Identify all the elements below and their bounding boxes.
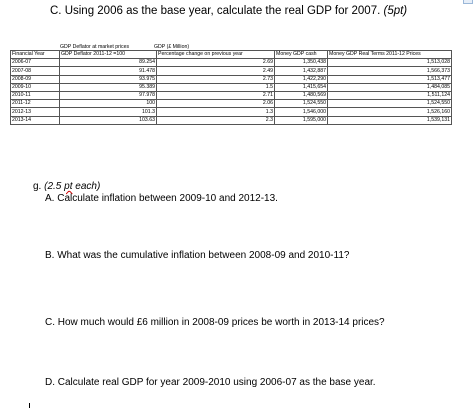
table-row — [11, 59, 452, 67]
column-header-money-gdp-real: Money GDP Real Terms 2011-12 Prices — [328, 51, 452, 59]
text-cursor-mark — [29, 403, 30, 408]
cell-real-gdp: 1,526,160 — [328, 108, 452, 116]
cell-money-gdp: 1,546,000 — [275, 108, 328, 116]
cell-pct-change: 1.5 — [157, 83, 275, 91]
table-row — [11, 67, 452, 75]
cell-pct-change: 2.49 — [157, 67, 275, 75]
question-c-marks: (5pt) — [383, 5, 408, 17]
cell-deflator: 91.478 — [60, 67, 157, 75]
question-part-a: A. Calculate inflation between 2009-10 and 2012-13. — [45, 193, 278, 204]
table-row — [11, 116, 452, 124]
cell-deflator: 89.254 — [60, 59, 157, 67]
cell-real-gdp: 1,513,028 — [328, 59, 452, 67]
corner-scroll-mark — [463, 0, 473, 4]
cell-pct-change: 2.3 — [157, 116, 275, 124]
gdp-deflator-group-header: GDP Deflator at market prices — [60, 44, 130, 50]
column-header-percentage-change: Percentage change on previous year — [157, 51, 275, 59]
cell-money-gdp: 1,432,887 — [275, 67, 328, 75]
cell-year: 2010-11 — [11, 91, 60, 99]
column-header-gdp-deflator: GDP Deflator 2011-12 =100 — [60, 51, 157, 59]
table-header-row — [11, 51, 452, 59]
cell-pct-change: 2.06 — [157, 100, 275, 108]
cell-deflator: 93.975 — [60, 75, 157, 83]
question-part-d: D. Calculate real GDP for year 2009-2010 using 2006-07 as the base year. — [45, 377, 376, 388]
gdp-table — [10, 50, 452, 125]
cell-deflator: 103.63 — [60, 116, 157, 124]
cell-year: 2013-14 — [11, 116, 60, 124]
cell-money-gdp: 1,422,290 — [275, 75, 328, 83]
cell-pct-change: 2.73 — [157, 75, 275, 83]
cell-deflator: 97.978 — [60, 91, 157, 99]
cell-year: 2007-08 — [11, 67, 60, 75]
cell-pct-change: 1.3 — [157, 108, 275, 116]
cell-year: 2012-13 — [11, 108, 60, 116]
table-row — [11, 83, 452, 91]
table-row — [11, 108, 452, 116]
cell-money-gdp: 1,350,438 — [275, 59, 328, 67]
question-g-prefix: g. — [33, 181, 45, 192]
cell-real-gdp: 1,566,373 — [328, 67, 452, 75]
question-c-text: C. Using 2006 as the base year, calculate the real GDP for 2007. — [50, 5, 384, 17]
question-g-marks-open: (2.5 — [44, 181, 65, 192]
table-row — [11, 100, 452, 108]
cell-deflator: 101.3 — [60, 108, 157, 116]
question-g-marks-pt: pt — [64, 181, 73, 192]
cell-year: 2008-09 — [11, 75, 60, 83]
cell-pct-change: 2.71 — [157, 91, 275, 99]
cell-deflator: 100 — [60, 100, 157, 108]
column-header-money-gdp-cash: Money GDP cash — [275, 51, 328, 59]
cell-money-gdp: 1,480,569 — [275, 91, 328, 99]
cell-year: 2009-10 — [11, 83, 60, 91]
gdp-million-group-header: GDP (£ Million) — [154, 44, 190, 50]
cell-real-gdp: 1,484,085 — [328, 83, 452, 91]
cell-real-gdp: 1,511,124 — [328, 91, 452, 99]
cell-pct-change: 2.69 — [157, 59, 275, 67]
cell-money-gdp: 1,415,654 — [275, 83, 328, 91]
question-part-b: B. What was the cumulative inflation between 2008-09 and 2010-11? — [45, 250, 350, 261]
cell-real-gdp: 1,513,477 — [328, 75, 452, 83]
cell-real-gdp: 1,524,550 — [328, 100, 452, 108]
cell-year: 2011-12 — [11, 100, 60, 108]
table-row — [11, 75, 452, 83]
cell-year: 2006-07 — [11, 59, 60, 67]
question-part-c: C. How much would £6 million in 2008-09 prices be worth in 2013-14 prices? — [45, 317, 385, 328]
question-g-marks-close: each) — [72, 181, 101, 192]
question-g-marks — [44, 181, 100, 192]
table-row — [11, 91, 452, 99]
question-c-heading — [50, 5, 407, 17]
cell-real-gdp: 1,539,131 — [328, 116, 452, 124]
cell-deflator: 95.389 — [60, 83, 157, 91]
column-header-financial-year: Financial Year — [11, 51, 60, 59]
cell-money-gdp: 1,595,000 — [275, 116, 328, 124]
cell-money-gdp: 1,524,550 — [275, 100, 328, 108]
question-g-heading — [33, 181, 100, 192]
